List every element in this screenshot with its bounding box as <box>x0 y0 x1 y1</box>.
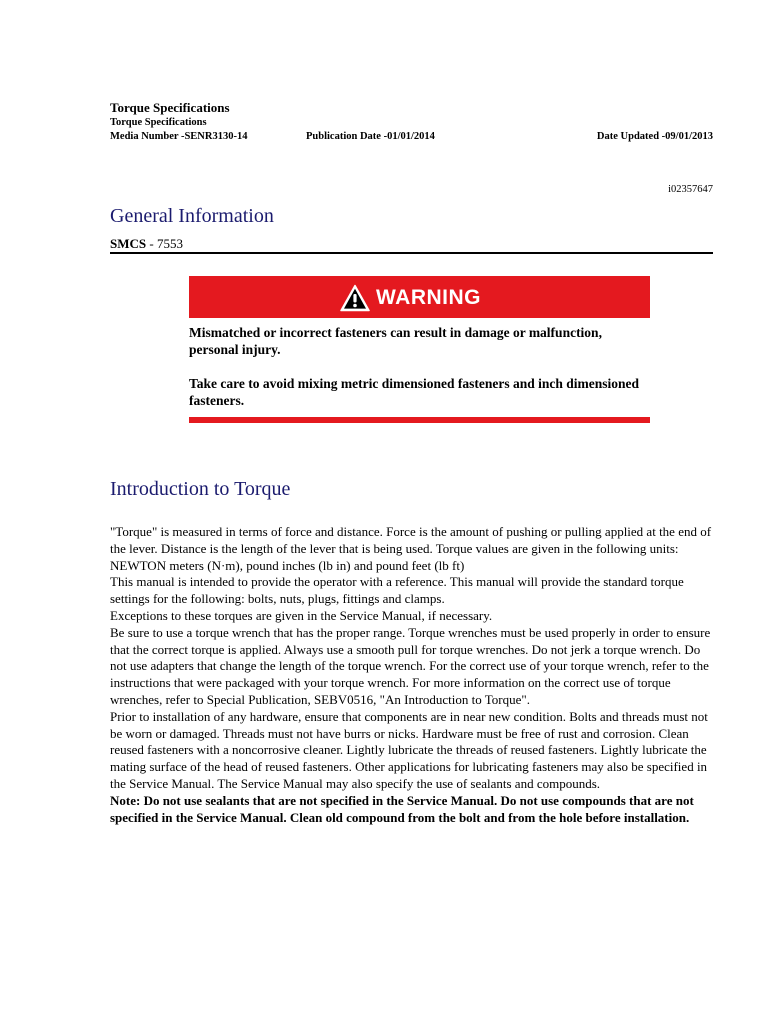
publication-date: Publication Date -01/01/2014 <box>306 131 435 142</box>
intro-body <box>110 524 713 826</box>
intro-note: Note: Do not use sealants that are not specified in the Service Manual. Do not use compounds that are not specified in the Service Manual. Clean old compound from the bolt and from the hole before installation. <box>110 792 694 825</box>
warning-banner-content <box>340 284 481 312</box>
warning-banner <box>189 276 650 318</box>
smcs-label: SMCS <box>110 236 147 251</box>
doc-title: Torque Specifications <box>110 100 230 115</box>
intro-paragraph: Be sure to use a torque wrench that has the proper range. Torque wrenches must be used properly in order to ensure that the correct torque is applied. Always use a smooth pull for torque wrenches. Do not jerk a torque wrench. Do not use adapters that change the length of the torque wrench. For the correct use of your torque wrench, refer to the instructions that were packaged with your torque wrench. For more information on the correct use of torque wrenches, refer to Special Publication, SEBV0516, "An Introduction to Torque". <box>110 624 711 707</box>
doc-subtitle: Torque Specifications <box>110 117 207 128</box>
warning-box <box>189 276 650 423</box>
intro-paragraph: "Torque" is measured in terms of force and distance. Force is the amount of pushing or pulling applied at the end of the lever. Distance is the length of the lever that is being used. Torque values are given in the following units: NEWTON meters (N·m), pound inches (lb in) and pound feet (lb ft) <box>110 524 712 573</box>
media-number: Media Number -SENR3130-14 <box>110 131 248 142</box>
general-information-heading: General Information <box>110 205 274 227</box>
warning-triangle-icon <box>340 284 370 312</box>
date-updated: Date Updated -09/01/2013 <box>596 131 713 142</box>
doc-id: i02357647 <box>668 184 713 195</box>
intro-paragraph: Prior to installation of any hardware, ensure that components are in near new condition. Bolts and threads must not be worn or damaged. Threads must not have burrs or nicks. Hardware must be free of rust and corrosion. Clean reused fasteners with a noncorrosive cleaner. Lightly lubricate the threads of reused fasteners. Lightly lubricate the mating surface of the head of reused fasteners. Other applications for lubricating fasteners may also be specified in the Service Manual. The Service Manual may also specify the use of sealants and compounds. <box>110 708 708 791</box>
section-divider <box>110 252 713 254</box>
warning-line-2: Take care to avoid mixing metric dimensioned fasteners and inch dimensioned fasteners. <box>189 376 640 408</box>
intro-paragraph: This manual is intended to provide the operator with a reference. This manual will provide the standard torque settings for the following: bolts, nuts, plugs, fittings and clamps. <box>110 574 684 607</box>
smcs-value: - 7553 <box>146 236 183 251</box>
warning-text <box>189 318 650 409</box>
warning-bottom-bar <box>189 417 650 423</box>
smcs-code <box>110 236 183 251</box>
warning-label: WARNING <box>376 286 481 309</box>
introduction-to-torque-heading: Introduction to Torque <box>110 478 291 500</box>
warning-line-1: Mismatched or incorrect fasteners can result in damage or malfunction, personal injury. <box>189 325 602 357</box>
intro-paragraph: Exceptions to these torques are given in the Service Manual, if necessary. <box>110 607 493 623</box>
